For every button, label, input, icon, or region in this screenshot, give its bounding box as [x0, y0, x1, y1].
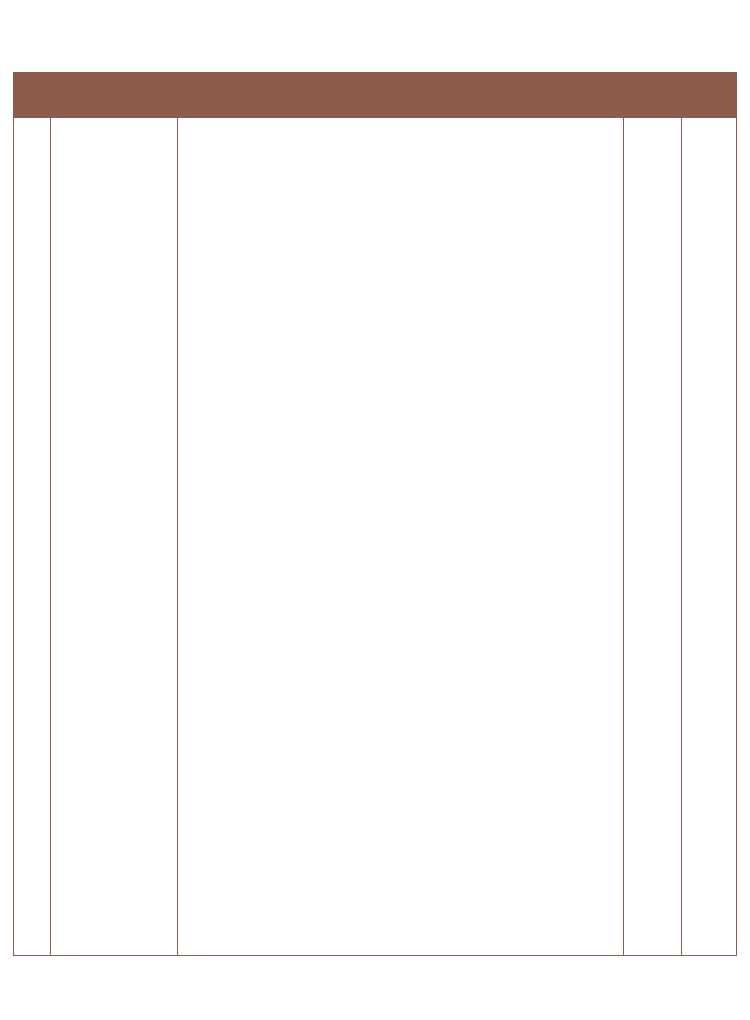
col-divider — [50, 118, 51, 955]
config-table — [13, 72, 737, 956]
col-divider — [623, 118, 624, 955]
table-header — [14, 73, 736, 118]
col-divider — [177, 118, 178, 955]
col-divider — [681, 118, 682, 955]
